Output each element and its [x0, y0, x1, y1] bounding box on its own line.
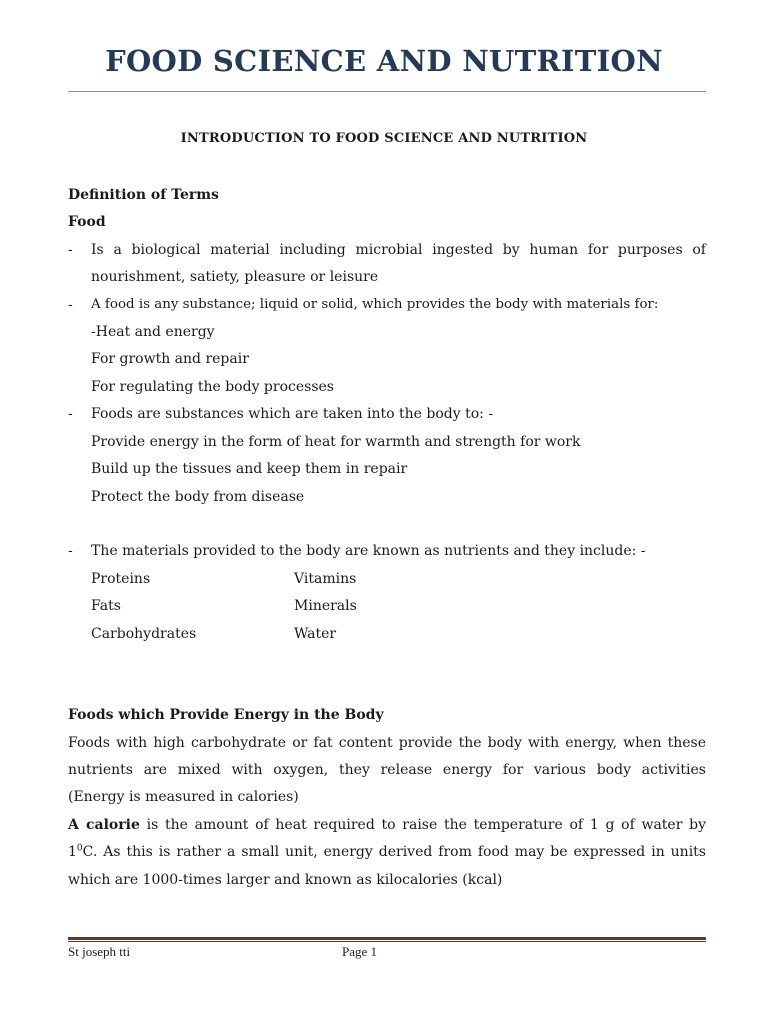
- list-item: For regulating the body processes: [91, 379, 334, 395]
- footer-rule: [68, 941, 706, 942]
- nutrient-item: Carbohydrates: [91, 626, 197, 642]
- paragraph-line: Foods with high carbohydrate or fat content provide the body with energy, when these: [68, 735, 706, 751]
- nutrient-item: Minerals: [294, 598, 357, 614]
- bullet-dash: -: [68, 543, 73, 559]
- bullet-dash: -: [68, 242, 73, 258]
- page-number: Page 1: [342, 944, 378, 959]
- paragraph-line: (Energy is measured in calories): [68, 789, 299, 805]
- bullet-text: Foods are substances which are taken into the body to: -: [91, 406, 494, 422]
- bullet-text: Is a biological material including microbial ingested by human for purposes of: [91, 242, 706, 258]
- bullet-text: nourishment, satiety, pleasure or leisure: [91, 269, 379, 285]
- calorie-text: is the amount of heat required to raise the temperature of 1 g of water by: [139, 817, 707, 833]
- nutrient-item: Proteins: [91, 571, 151, 587]
- calorie-number: 1: [68, 844, 77, 860]
- degree-superscript: 0: [76, 843, 83, 854]
- footer-rule: [68, 937, 706, 940]
- document-title: FOOD SCIENCE AND NUTRITION: [105, 44, 663, 78]
- list-item: Provide energy in the form of heat for warmth and strength for work: [91, 434, 581, 450]
- document-subtitle: INTRODUCTION TO FOOD SCIENCE AND NUTRITION: [180, 131, 588, 146]
- list-item: Build up the tissues and keep them in repair: [91, 461, 408, 477]
- bullet-dash: -: [68, 297, 73, 313]
- calorie-definition-line: [68, 843, 706, 861]
- list-item: -Heat and energy: [91, 324, 215, 340]
- title-underline: [68, 91, 706, 92]
- list-item: Protect the body from disease: [91, 489, 305, 505]
- calorie-definition-line: [68, 816, 706, 834]
- bullet-text: The materials provided to the body are known as nutrients and they include: -: [91, 543, 646, 559]
- calorie-definition-line: which are 1000-times larger and known as kilocalories (kcal): [68, 872, 503, 888]
- calorie-text: C. As this is rather a small unit, energy derived from food may be expressed in units: [82, 844, 706, 860]
- footer-institution: St joseph tti: [68, 944, 131, 959]
- bullet-dash: -: [68, 406, 73, 422]
- calorie-term: A calorie: [68, 817, 140, 833]
- section-heading-definitions: Definition of Terms: [68, 187, 219, 203]
- bullet-text: A food is any substance; liquid or solid, which provides the body with materials for:: [91, 297, 659, 312]
- nutrient-item: Water: [294, 626, 337, 642]
- paragraph-line: nutrients are mixed with oxygen, they release energy for various body activities: [68, 762, 706, 778]
- section-heading-energy: Foods which Provide Energy in the Body: [68, 707, 384, 723]
- nutrient-item: Vitamins: [294, 571, 357, 587]
- term-heading-food: Food: [68, 214, 106, 230]
- list-item: For growth and repair: [91, 351, 249, 367]
- nutrient-item: Fats: [91, 598, 121, 614]
